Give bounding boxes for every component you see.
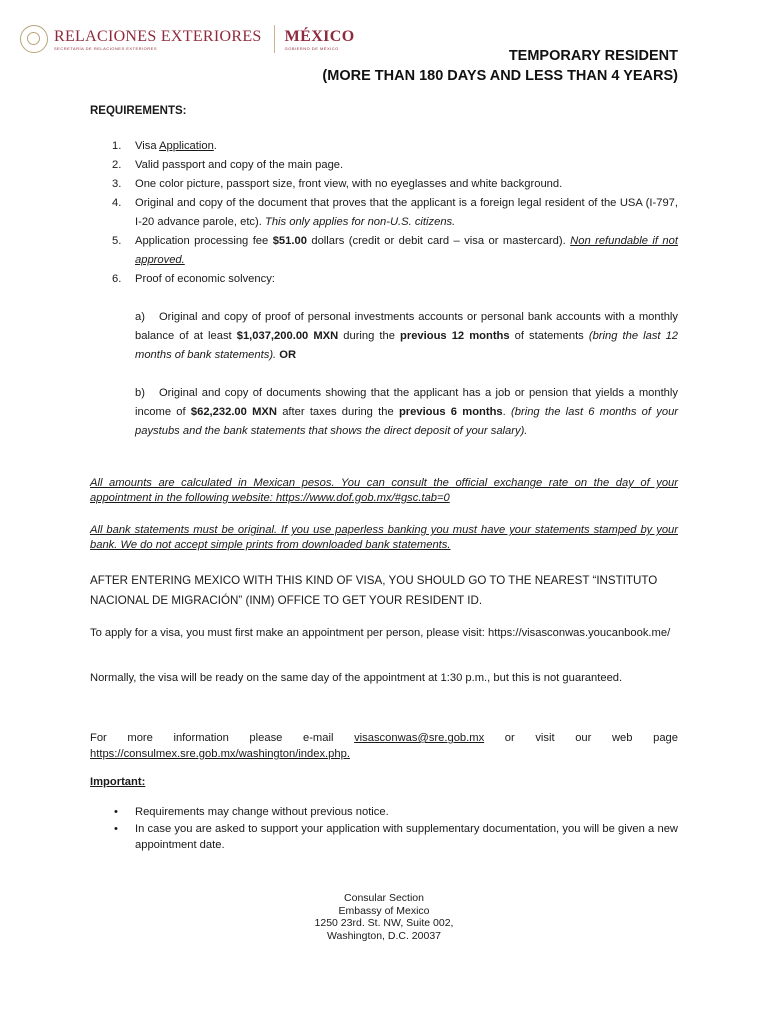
list-item: 1. Visa Application. bbox=[90, 137, 678, 156]
country-name: MÉXICO bbox=[284, 27, 355, 45]
item-number: 3. bbox=[112, 178, 122, 190]
amounts-note: All amounts are calculated in Mexican pesos. You can consult the official exchange rate on the day of your appointment in the following website: https://www.dof.gob.mx/#gsc.tab=0 bbox=[90, 477, 678, 504]
title-line-1: TEMPORARY RESIDENT bbox=[508, 48, 678, 64]
item-number: 5. bbox=[112, 235, 122, 247]
ready-paragraph: Normally, the visa will be ready on the same day of the appointment at 1:30 p.m., but this is not guaranteed. bbox=[90, 672, 623, 684]
bullet-icon: • bbox=[114, 822, 118, 835]
item-number: 4. bbox=[112, 197, 122, 209]
footer-address: Consular Section Embassy of Mexico 1250 23rd. St. NW, Suite 002, Washington, D.C. 20037 bbox=[314, 892, 454, 942]
solvency-option-b: b) Original and copy of documents showing that the applicant has a job or pension that yields a monthly income of $62,232.00 MXN after taxes during the previous 6 months. (bring the last 6 months of your paystubs and the bank statements that shows the direct deposit of your salary). bbox=[135, 387, 679, 437]
application-link[interactable]: Application bbox=[159, 140, 214, 152]
apply-paragraph: To apply for a visa, you must first make an appointment per person, please visit: https://visasconwas.youcanbook.me/ bbox=[90, 627, 671, 639]
solvency-option-a: a) Original and copy of proof of personal investments accounts or personal bank accounts with a monthly balance of at least $1,037,200.00 MXN during the previous 12 months of statements (bring the last 12 months of bank statements). OR bbox=[135, 311, 679, 361]
contact-paragraph: For more information please e-mail visasconwas@sre.gob.mx or visit our web page https://consulmex.sre.gob.mx/washington/index.php. bbox=[90, 732, 678, 760]
requirements-list bbox=[90, 137, 678, 441]
country-subtitle: GOBIERNO DE MÉXICO bbox=[284, 45, 339, 51]
refund-note: Non refundable if not approved. bbox=[135, 235, 678, 266]
list-item: 4. Original and copy of the document that proves that the applicant is a foreign legal resident of the USA (I-797, I-20 advance parole, etc). This only applies for non-U.S. citizens. bbox=[90, 194, 678, 232]
list-item: • In case you are asked to support your application with supplementary documentation, you will be given a new appointment date. bbox=[90, 821, 678, 854]
org-logo bbox=[54, 28, 262, 51]
bank-statements-note: All bank statements must be original. If you use paperless banking you must have your statements stamped by your bank. We do not accept simple prints from downloaded bank statements. bbox=[90, 524, 678, 551]
org-name: RELACIONES EXTERIORES bbox=[54, 27, 262, 45]
national-seal-icon bbox=[20, 25, 48, 53]
important-heading: Important: bbox=[90, 776, 146, 788]
item-number: 6. bbox=[112, 273, 122, 285]
item-number: 2. bbox=[112, 159, 122, 171]
bullet-icon: • bbox=[114, 806, 118, 818]
title-line-2: (MORE THAN 180 DAYS AND LESS THAN 4 YEARS) bbox=[322, 68, 678, 84]
list-item: 3. One color picture, passport size, front view, with no eyeglasses and white background. bbox=[90, 175, 678, 194]
item-number: 1. bbox=[112, 140, 122, 152]
after-entry-notice: AFTER ENTERING MEXICO WITH THIS KIND OF VISA, YOU SHOULD GO TO THE NEAREST “INSTITUTO NACIONAL DE MIGRACIÓN” (INM) OFFICE TO GET YOUR RESIDENT ID. bbox=[90, 574, 658, 607]
list-item: 6. Proof of economic solvency: bbox=[90, 270, 678, 289]
email-link[interactable]: visasconwas@sre.gob.mx bbox=[354, 732, 485, 744]
list-item: 5. Application processing fee $51.00 dollars (credit or debit card – visa or mastercard). Non refundable if not approved. bbox=[90, 232, 678, 270]
logo-divider bbox=[274, 25, 275, 53]
dof-link[interactable]: https://www.dof.gob.mx/#gsc.tab=0 bbox=[275, 492, 450, 504]
fee-amount: $51.00 bbox=[272, 235, 307, 247]
page-title bbox=[322, 46, 678, 86]
website-link[interactable]: https://consulmex.sre.gob.mx/washington/index.php. bbox=[90, 748, 350, 760]
list-item: • Requirements may change without previous notice. bbox=[90, 804, 678, 821]
list-item: 2. Valid passport and copy of the main page. bbox=[90, 156, 678, 175]
requirements-heading: REQUIREMENTS: bbox=[90, 105, 187, 117]
letterhead bbox=[20, 22, 355, 56]
appointment-link[interactable]: https://visasconwas.youcanbook.me/ bbox=[487, 627, 671, 639]
org-subtitle: SECRETARÍA DE RELACIONES EXTERIORES bbox=[54, 45, 158, 51]
important-list bbox=[90, 804, 678, 854]
